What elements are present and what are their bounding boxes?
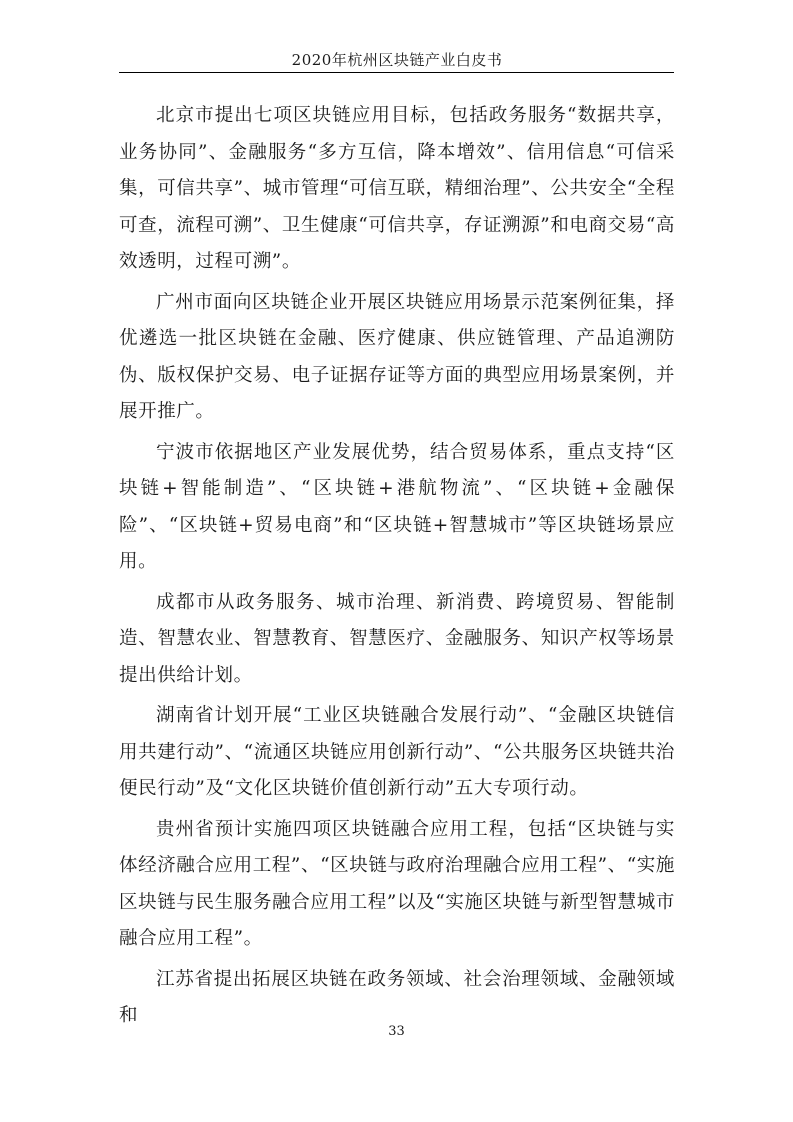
paragraph-jiangsu: 江苏省提出拓展区块链在政务领域、社会治理领域、金融领域和	[119, 968, 675, 1026]
paragraph-ningbo: 宁波市依据地区产业发展优势，结合贸易体系，重点支持“区块链+智能制造”、“区块链+港航物流”、“区块链+金融保险”、“区块链+贸易电商”和“区块链+智慧城市”等区块链场景应用。	[119, 441, 675, 572]
paragraph-beijing: 北京市提出七项区块链应用目标，包括政务服务“数据共享，业务协同”、金融服务“多方互信，降本增效”、信用信息“可信采集，可信共享”、城市管理“可信互联，精细治理”、公共安全“全程可查，流程可溯”、卫生健康“可信共享，存证溯源”和电商交易“高效透明，过程可溯”。	[119, 105, 675, 272]
header-divider	[119, 72, 674, 73]
paragraph-hunan: 湖南省计划开展“工业区块链融合发展行动”、“金融区块链信用共建行动”、“流通区块链应用创新行动”、“公共服务区块链共治便民行动”及“文化区块链价值创新行动”五大专项行动。	[119, 705, 675, 799]
paragraph-guizhou: 贵州省预计实施四项区块链融合应用工程，包括“区块链与实体经济融合应用工程”、“区块链与政府治理融合应用工程”、“实施区块链与民生服务融合应用工程”以及“实施区块链与新型智慧城市融合应用工程”。	[119, 818, 675, 949]
body-text	[119, 98, 675, 1039]
paragraph-guangzhou: 广州市面向区块链企业开展区块链应用场景示范案例征集，择优遴选一批区块链在金融、医疗健康、供应链管理、产品追溯防伪、版权保护交易、电子证据存证等方面的典型应用场景案例，并展开推广。	[119, 291, 675, 422]
page-number: 33	[388, 1024, 405, 1039]
paragraph-chengdu: 成都市从政务服务、城市治理、新消费、跨境贸易、智能制造、智慧农业、智慧教育、智慧医疗、金融服务、知识产权等场景提出供给计划。	[119, 591, 675, 686]
running-header-title: 2020年杭州区块链产业白皮书	[291, 51, 503, 69]
